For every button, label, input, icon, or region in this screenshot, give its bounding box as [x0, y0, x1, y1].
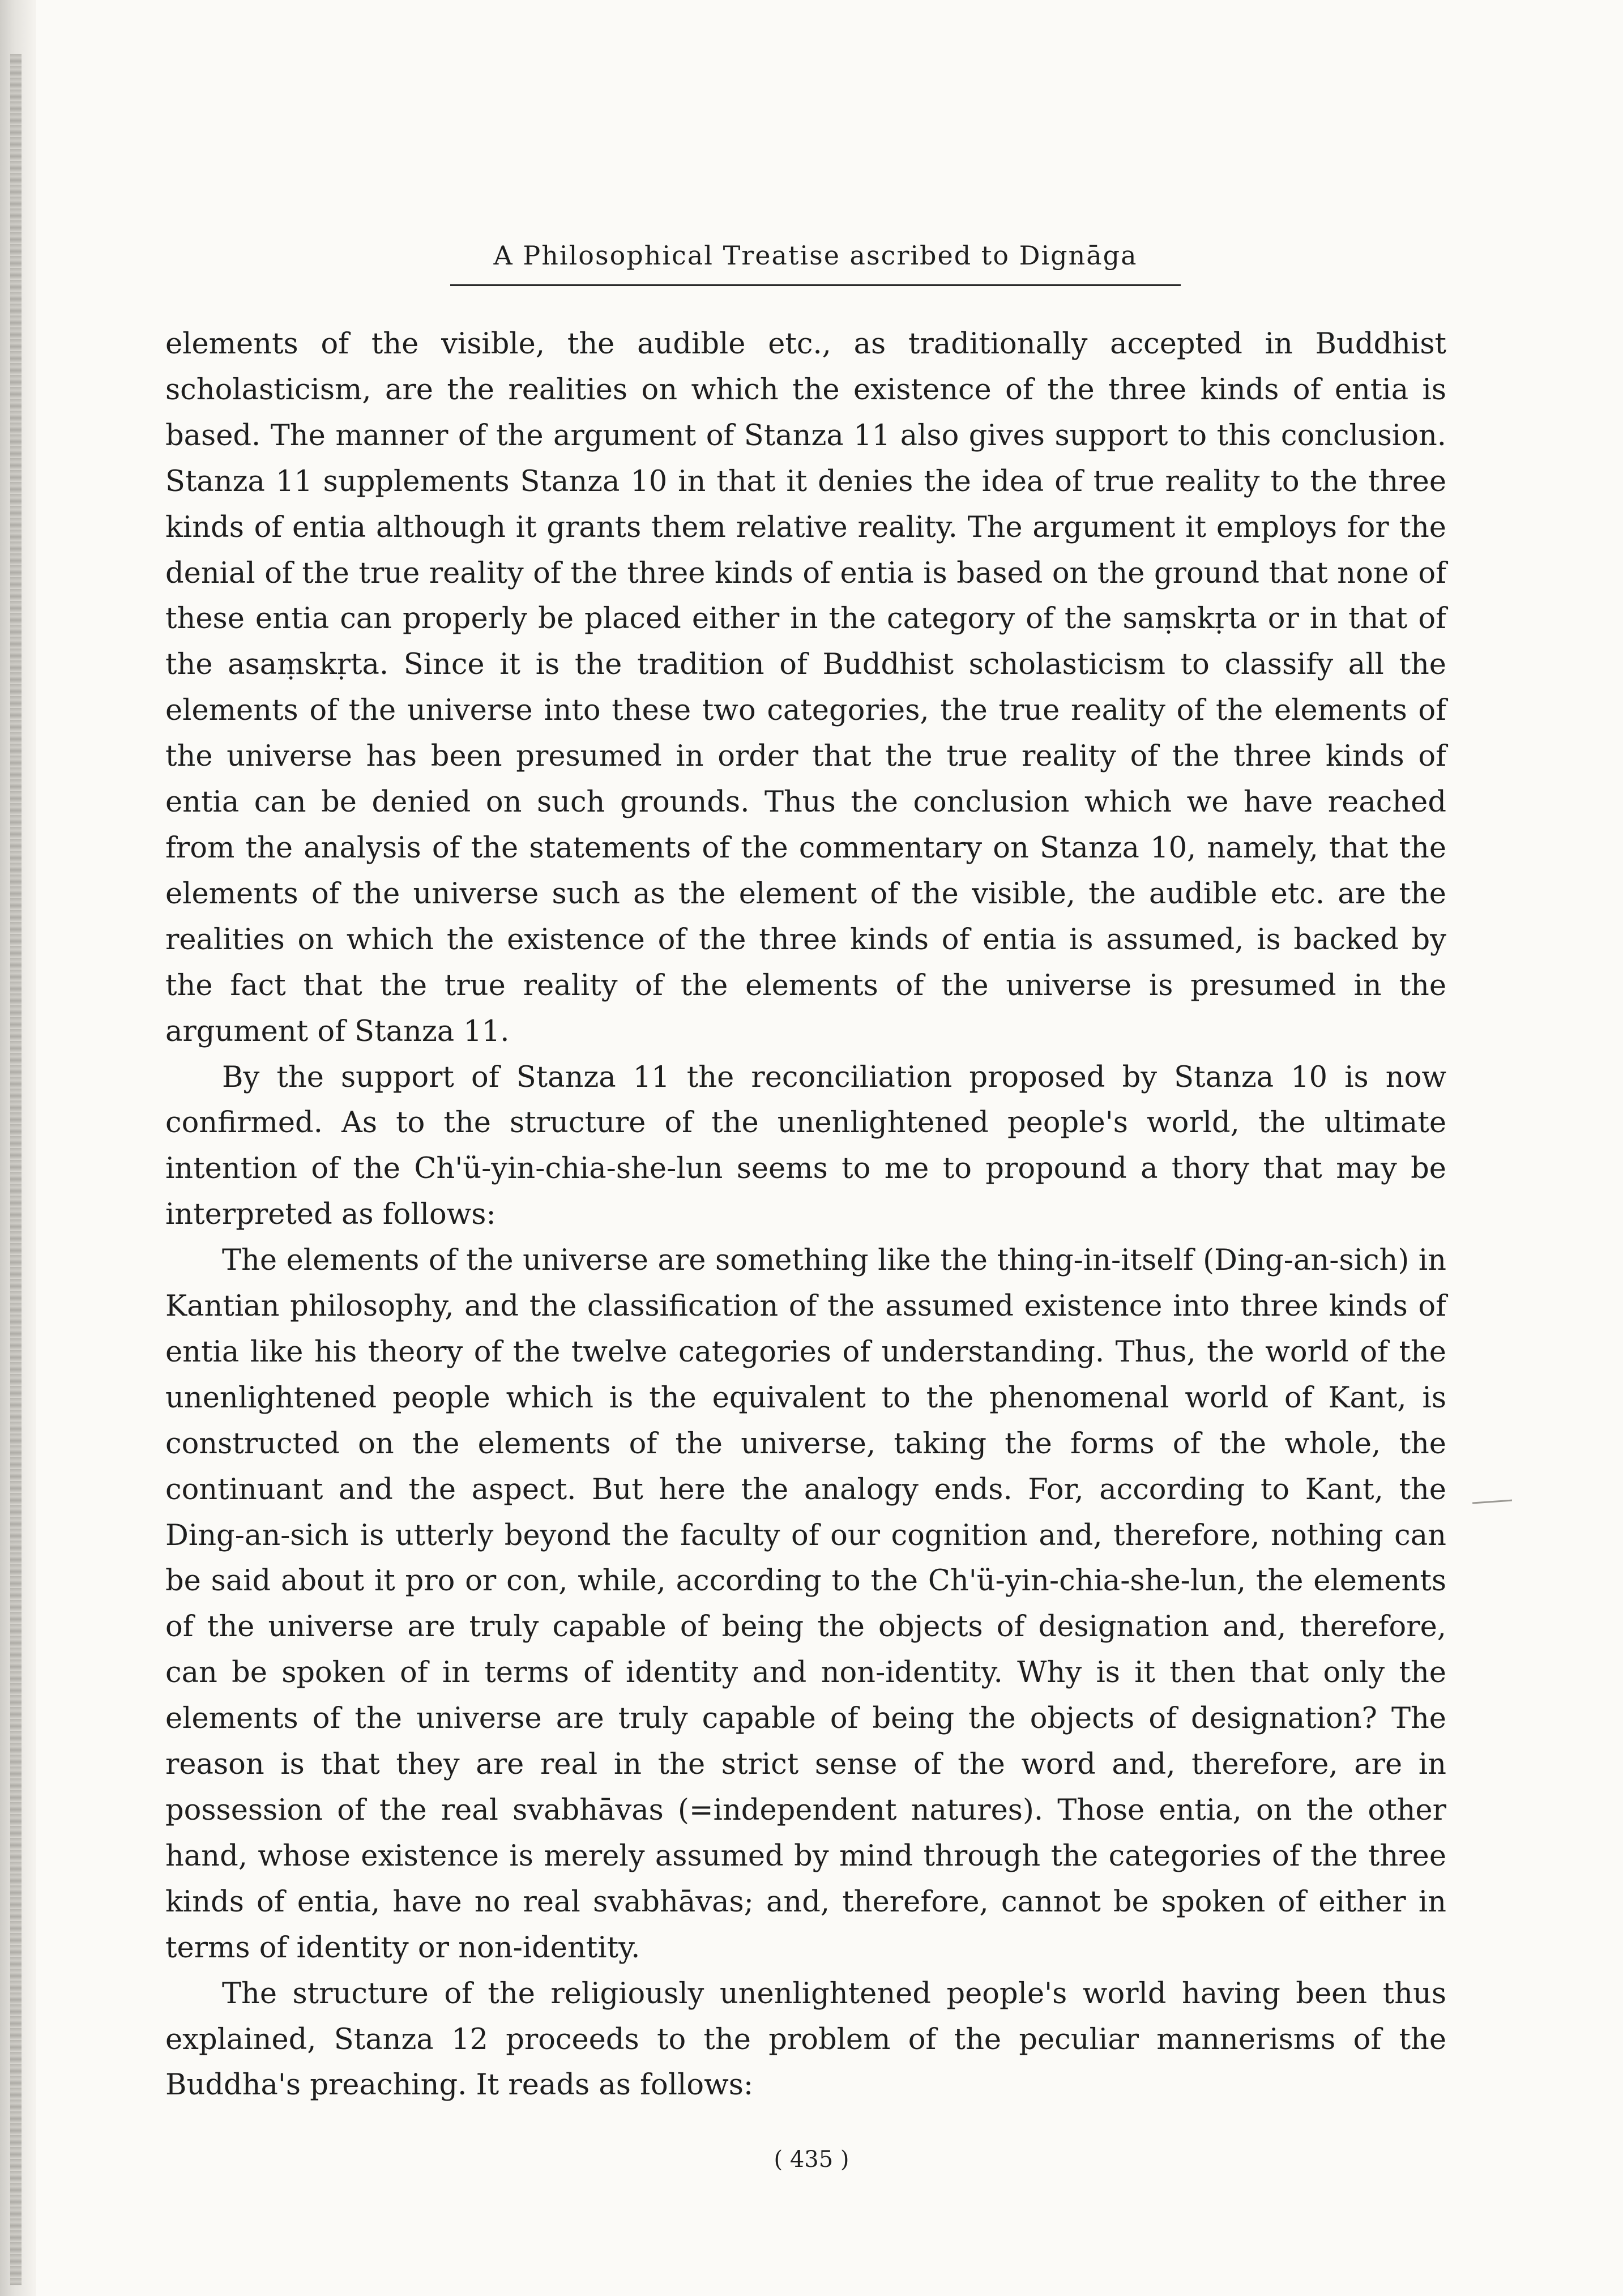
paragraph-4: The structure of the religiously unenlightened people's world having been thus explained, Stanza 12 proceeds to the problem of the peculiar mannerisms of the Buddha's preaching. It reads as follows:: [165, 1977, 1446, 2102]
running-header-text: A Philosophical Treatise ascribed to Dignāga: [493, 240, 1138, 271]
scan-binding-shadow: [10, 54, 22, 2285]
paragraph-3: The elements of the universe are something like the thing-in-itself (Ding-an-sich) in Kantian philosophy, and the classification of the assumed existence into three kinds of entia like his theory of the twelve categories of understanding. Thus, the world of the unenlightened people which is the equivalent to the phenomenal world of Kant, is constructed on the elements of the universe, taking the forms of the whole, the continuant and the aspect. But here the analogy ends. For, according to Kant, the Ding-an-sich is utterly beyond the faculty of our cognition and, therefore, nothing can be said about it pro or con, while, according to the Ch'ü-yin-chia-she-lun, the elements of the universe are truly capable of being the objects of designation and, therefore, can be spoken of in terms of identity and non-identity. Why is it then that only the elements of the universe are truly capable of being the objects of designation? The reason is that they are real in the strict sense of the word and, therefore, are in possession of the real svabhāvas (=independent natures). Those entia, on the other hand, whose existence is merely assumed by mind through the categories of the three kinds of entia, have no real svabhāvas; and, therefore, cannot be spoken of either in terms of identity or non-identity.: [165, 1244, 1446, 1965]
paragraph-2: By the support of Stanza 11 the reconciliation proposed by Stanza 10 is now confirmed. As to the structure of the unenlightened people's world, the ultimate intention of the Ch'ü-yin-chia-she-lun seems to me to propound a thory that may be interpreted as follows:: [165, 1060, 1446, 1232]
margin-pencil-mark: [1472, 1500, 1512, 1504]
running-header: [450, 233, 1181, 286]
paragraph-1: elements of the visible, the audible etc., as traditionally accepted in Buddhist scholasticism, are the realities on which the existence of the three kinds of entia is based. The manner of the argument of Stanza 11 also gives support to this conclusion. Stanza 11 supplements Stanza 10 in that it denies the idea of true reality to the three kinds of entia although it grants them relative reality. The argument it employs for the denial of the true reality of the three kinds of entia is based on the ground that none of these entia can properly be placed either in the category of the saṃskṛta or in that of the asaṃskṛta. Since it is the tradition of Buddhist scholasticism to classify all the elements of the universe into these two categories, the true reality of the elements of the universe has been presumed in order that the true reality of the three kinds of entia can be denied on such grounds. Thus the conclusion which we have reached from the analysis of the statements of the commentary on Stanza 10, namely, that the elements of the universe such as the element of the visible, the audible etc. are the realities on which the existence of the three kinds of entia is assumed, is backed by the fact that the true reality of the elements of the universe is presumed in the argument of Stanza 11.: [165, 327, 1446, 1048]
body-text: [165, 322, 1446, 2109]
page-number: ( 435 ): [774, 2146, 849, 2173]
